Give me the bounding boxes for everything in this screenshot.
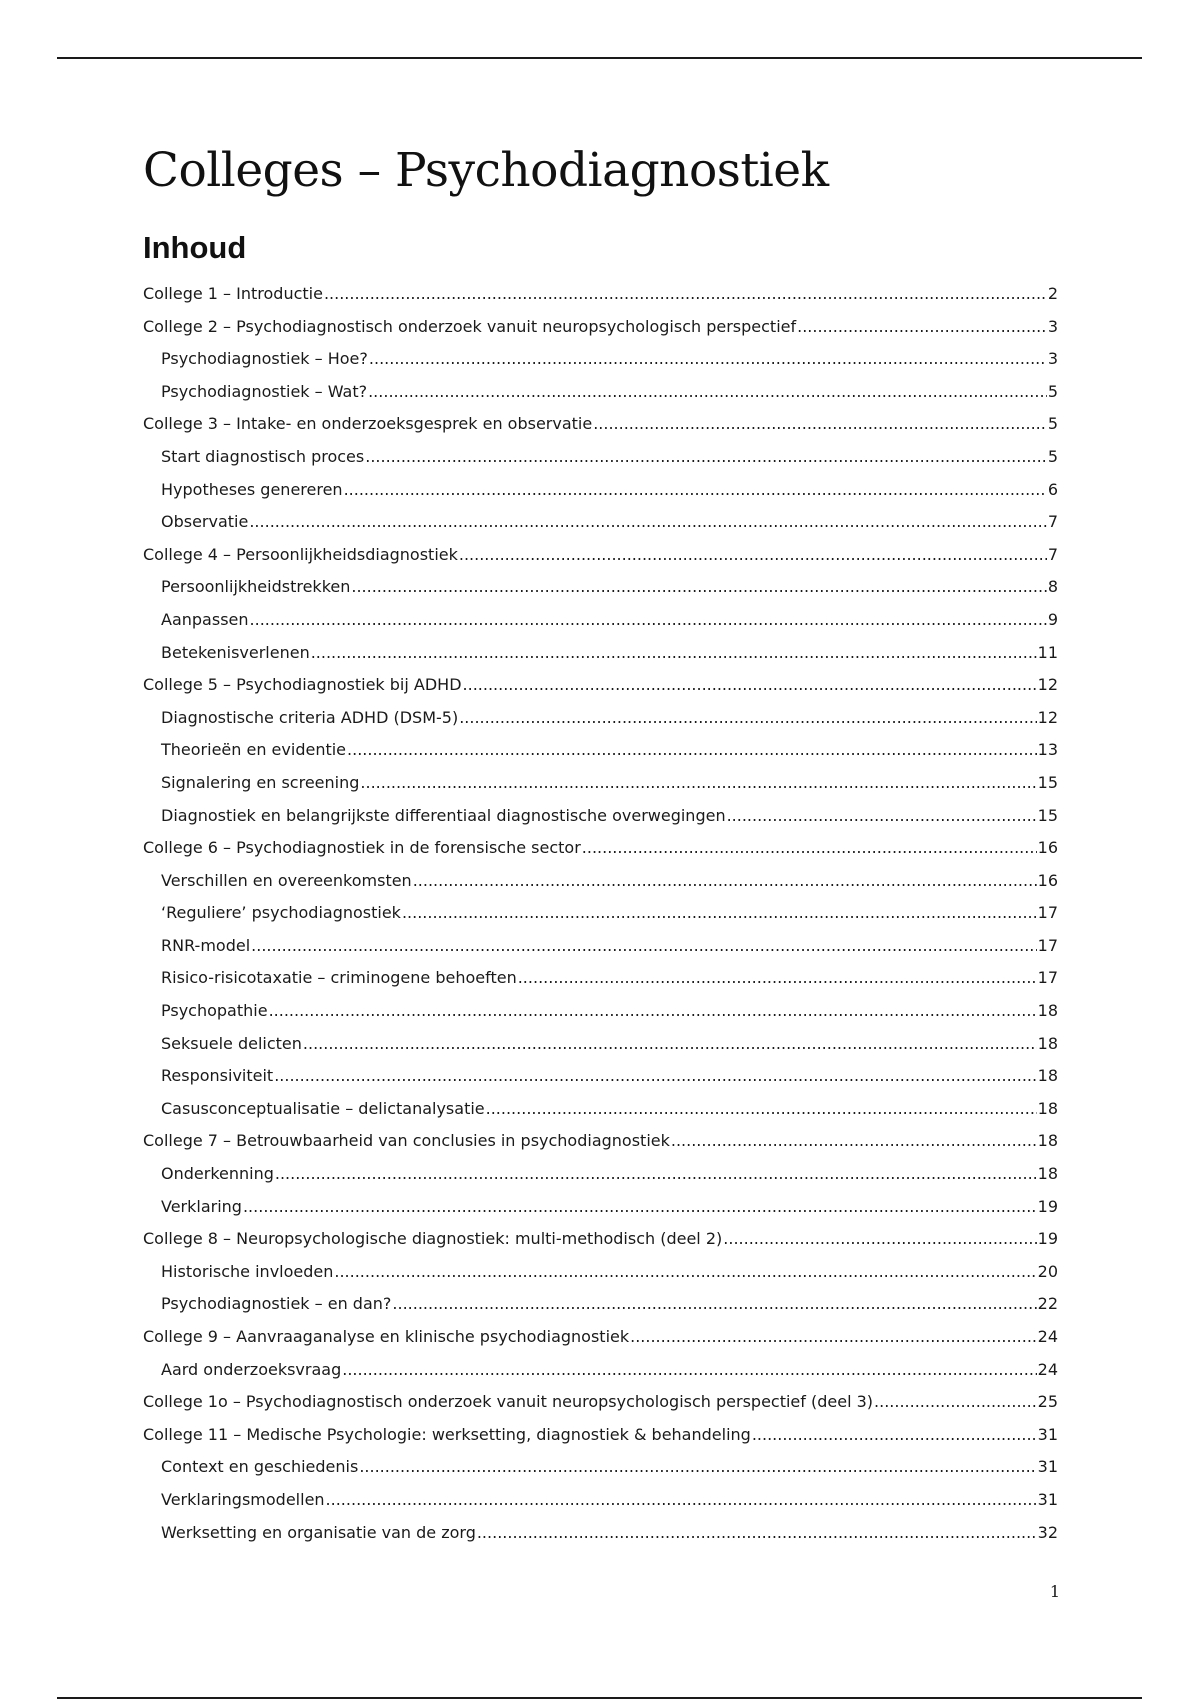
toc-subentry[interactable] <box>143 441 1058 474</box>
table-of-contents <box>143 278 1058 1549</box>
toc-entry[interactable] <box>143 408 1058 441</box>
page-content <box>143 140 1058 1542</box>
toc-entry-page: 17 <box>1037 903 1058 923</box>
toc-entry-page: 18 <box>1037 1098 1058 1118</box>
toc-entry[interactable] <box>143 1223 1058 1256</box>
toc-dot-leader <box>269 995 1037 1028</box>
toc-dot-leader <box>459 539 1047 572</box>
toc-entry[interactable] <box>143 1386 1058 1419</box>
toc-entry-label: Seksuele delicten <box>161 1033 302 1053</box>
page-number: 1 <box>1049 1582 1060 1601</box>
toc-subentry[interactable] <box>143 1028 1058 1061</box>
toc-entry-label: College 3 – Intake- en onderzoeksgesprek en observatie <box>143 414 593 434</box>
toc-entry-page: 31 <box>1037 1424 1058 1444</box>
toc-entry-label: RNR-model <box>161 935 251 955</box>
toc-entry-label: Onderkenning <box>161 1164 274 1184</box>
toc-entry-page: 7 <box>1047 512 1058 532</box>
toc-dot-leader <box>359 1451 1036 1484</box>
toc-entry-page: 17 <box>1037 935 1058 955</box>
toc-dot-leader <box>797 311 1047 344</box>
toc-entry-label: Diagnostiek en belangrijkste differentiaal diagnostische overwegingen <box>161 805 726 825</box>
toc-entry-label: Observatie <box>161 512 249 532</box>
toc-entry[interactable] <box>143 832 1058 865</box>
toc-entry-page: 31 <box>1037 1489 1058 1509</box>
toc-entry-label: Verklaringsmodellen <box>161 1489 325 1509</box>
toc-dot-leader <box>459 702 1036 735</box>
toc-subentry[interactable] <box>143 637 1058 670</box>
toc-dot-leader <box>365 441 1047 474</box>
toc-entry-page: 9 <box>1047 609 1058 629</box>
toc-subentry[interactable] <box>143 1256 1058 1289</box>
toc-subentry[interactable] <box>143 930 1058 963</box>
toc-subentry[interactable] <box>143 734 1058 767</box>
toc-dot-leader <box>347 734 1037 767</box>
toc-subentry[interactable] <box>143 1484 1058 1517</box>
toc-entry-label: College 8 – Neuropsychologische diagnostiek: multi-methodisch (deel 2) <box>143 1229 723 1249</box>
toc-dot-leader <box>727 800 1037 833</box>
toc-subentry[interactable] <box>143 962 1058 995</box>
toc-entry-page: 22 <box>1037 1294 1058 1314</box>
toc-dot-leader <box>275 1158 1037 1191</box>
toc-dot-leader <box>369 343 1047 376</box>
toc-entry[interactable] <box>143 1125 1058 1158</box>
toc-dot-leader <box>671 1125 1037 1158</box>
toc-entry[interactable] <box>143 311 1058 344</box>
toc-entry-page: 19 <box>1037 1229 1058 1249</box>
toc-entry-label: College 1 – Introductie <box>143 284 323 303</box>
toc-entry-label: Persoonlijkheidstrekken <box>161 577 351 597</box>
toc-dot-leader <box>392 1288 1036 1321</box>
footer-rule <box>57 1697 1142 1699</box>
toc-subentry[interactable] <box>143 506 1058 539</box>
toc-subentry[interactable] <box>143 604 1058 637</box>
toc-entry-page: 5 <box>1047 446 1058 466</box>
toc-dot-leader <box>368 376 1047 409</box>
toc-entry-label: Betekenisverlenen <box>161 642 310 662</box>
toc-subentry[interactable] <box>143 1093 1058 1126</box>
toc-dot-leader <box>334 1256 1036 1289</box>
toc-entry-label: Psychopathie <box>161 1001 268 1021</box>
toc-entry[interactable] <box>143 1419 1058 1452</box>
toc-subentry[interactable] <box>143 995 1058 1028</box>
toc-entry-label: College 5 – Psychodiagnostiek bij ADHD <box>143 675 462 695</box>
toc-dot-leader <box>630 1321 1037 1354</box>
toc-entry-label: Signalering en screening <box>161 772 360 792</box>
toc-subentry[interactable] <box>143 474 1058 507</box>
toc-entry-page: 16 <box>1037 838 1058 858</box>
toc-dot-leader <box>243 1191 1037 1224</box>
toc-dot-leader <box>249 506 1046 539</box>
toc-entry-page: 18 <box>1037 1001 1058 1021</box>
toc-entry-label: Verklaring <box>161 1196 242 1216</box>
toc-entry-page: 32 <box>1037 1522 1058 1542</box>
toc-entry-page: 18 <box>1037 1131 1058 1151</box>
header-rule <box>57 57 1142 59</box>
toc-dot-leader <box>324 278 1047 311</box>
toc-entry-page: 19 <box>1037 1196 1058 1216</box>
toc-subentry[interactable] <box>143 865 1058 898</box>
toc-entry-label: Aard onderzoeksvraag <box>161 1359 342 1379</box>
toc-subentry[interactable] <box>143 767 1058 800</box>
toc-subentry[interactable] <box>143 1354 1058 1387</box>
toc-entry[interactable] <box>143 539 1058 572</box>
document-title: Colleges – Psychodiagnostiek <box>143 143 829 198</box>
toc-dot-leader <box>351 571 1046 604</box>
toc-entry-label: Verschillen en overeenkomsten <box>161 870 412 890</box>
toc-subentry[interactable] <box>143 800 1058 833</box>
toc-entry-page: 12 <box>1037 675 1058 695</box>
toc-entry-label: Psychodiagnostiek – Wat? <box>161 381 368 401</box>
toc-entry-label: College 4 – Persoonlijkheidsdiagnostiek <box>143 544 458 564</box>
toc-entry-label: ‘Reguliere’ psychodiagnostiek <box>161 903 401 923</box>
toc-subentry[interactable] <box>143 1158 1058 1191</box>
toc-entry-label: College 6 – Psychodiagnostiek in de forensische sector <box>143 838 581 858</box>
toc-entry-page: 5 <box>1047 414 1058 434</box>
toc-entry-label: College 9 – Aanvraaganalyse en klinische psychodiagnostiek <box>143 1327 630 1346</box>
toc-entry-page: 2 <box>1047 284 1058 303</box>
toc-dot-leader <box>274 1060 1036 1093</box>
toc-heading: Inhoud <box>143 230 247 265</box>
toc-subentry[interactable] <box>143 1191 1058 1224</box>
toc-entry-label: Psychodiagnostiek – en dan? <box>161 1294 392 1314</box>
toc-dot-leader <box>326 1484 1037 1517</box>
toc-dot-leader <box>486 1093 1037 1126</box>
toc-entry-page: 25 <box>1037 1392 1058 1412</box>
toc-entry-page: 6 <box>1047 479 1058 499</box>
toc-entry-page: 13 <box>1037 740 1058 760</box>
toc-subentry[interactable] <box>143 702 1058 735</box>
toc-dot-leader <box>518 962 1037 995</box>
toc-entry-label: Start diagnostisch proces <box>161 446 365 466</box>
toc-entry-label: Werksetting en organisatie van de zorg <box>161 1522 476 1542</box>
toc-entry-page: 24 <box>1037 1327 1058 1346</box>
toc-entry-page: 20 <box>1037 1261 1058 1281</box>
toc-dot-leader <box>874 1386 1037 1419</box>
toc-entry-page: 15 <box>1037 772 1058 792</box>
toc-entry[interactable] <box>143 1321 1058 1354</box>
toc-entry-page: 5 <box>1047 381 1058 401</box>
toc-entry-label: Theorieën en evidentie <box>161 740 347 760</box>
toc-dot-leader <box>413 865 1037 898</box>
toc-entry-page: 31 <box>1037 1457 1058 1477</box>
toc-entry-label: Psychodiagnostiek – Hoe? <box>161 349 368 369</box>
toc-subentry[interactable] <box>143 571 1058 604</box>
toc-entry-label: Diagnostische criteria ADHD (DSM-5) <box>161 707 459 727</box>
toc-entry-page: 24 <box>1037 1359 1058 1379</box>
toc-dot-leader <box>752 1419 1037 1452</box>
toc-dot-leader <box>311 637 1037 670</box>
toc-entry-label: Historische invloeden <box>161 1261 334 1281</box>
toc-subentry[interactable] <box>143 1451 1058 1484</box>
toc-subentry[interactable] <box>143 343 1058 376</box>
toc-subentry[interactable] <box>143 376 1058 409</box>
toc-subentry[interactable] <box>143 897 1058 930</box>
toc-entry-page: 16 <box>1037 870 1058 890</box>
toc-entry-label: Aanpassen <box>161 609 249 629</box>
toc-entry-page: 8 <box>1047 577 1058 597</box>
toc-entry-page: 18 <box>1037 1033 1058 1053</box>
toc-entry-page: 18 <box>1037 1066 1058 1086</box>
toc-dot-leader <box>344 474 1047 507</box>
toc-entry-page: 3 <box>1047 316 1058 336</box>
toc-dot-leader <box>402 897 1037 930</box>
toc-dot-leader <box>250 604 1047 637</box>
toc-entry[interactable] <box>143 278 1058 311</box>
toc-dot-leader <box>463 669 1037 702</box>
toc-entry[interactable] <box>143 669 1058 702</box>
toc-subentry[interactable] <box>143 1060 1058 1093</box>
toc-entry-page: 12 <box>1037 707 1058 727</box>
toc-entry-label: College 11 – Medische Psychologie: werksetting, diagnostiek & behandeling <box>143 1424 751 1444</box>
toc-dot-leader <box>593 408 1047 441</box>
toc-entry-label: College 7 – Betrouwbaarheid van conclusies in psychodiagnostiek <box>143 1131 670 1151</box>
toc-entry-page: 7 <box>1047 544 1058 564</box>
toc-entry-label: College 1o – Psychodiagnostisch onderzoek vanuit neuropsychologisch perspectief (deel 3) <box>143 1392 874 1412</box>
toc-entry-label: Risico-risicotaxatie – criminogene behoeften <box>161 968 517 988</box>
toc-entry-label: Hypotheses genereren <box>161 479 343 499</box>
toc-entry-label: Context en geschiedenis <box>161 1457 359 1477</box>
toc-entry-label: Responsiviteit <box>161 1066 274 1086</box>
toc-dot-leader <box>342 1354 1036 1387</box>
toc-subentry[interactable] <box>143 1288 1058 1321</box>
toc-entry-page: 11 <box>1037 642 1058 662</box>
toc-entry-page: 15 <box>1037 805 1058 825</box>
toc-dot-leader <box>303 1028 1037 1061</box>
toc-entry-page: 18 <box>1037 1164 1058 1184</box>
toc-dot-leader <box>251 930 1036 963</box>
toc-dot-leader <box>582 832 1037 865</box>
toc-entry-label: College 2 – Psychodiagnostisch onderzoek vanuit neuropsychologisch perspectief <box>143 316 797 336</box>
toc-entry-page: 3 <box>1047 349 1058 369</box>
toc-dot-leader <box>477 1517 1037 1550</box>
toc-dot-leader <box>723 1223 1036 1256</box>
toc-subentry[interactable] <box>143 1517 1058 1550</box>
toc-dot-leader <box>360 767 1036 800</box>
toc-entry-page: 17 <box>1037 968 1058 988</box>
toc-entry-label: Casusconceptualisatie – delictanalysatie <box>161 1098 485 1118</box>
